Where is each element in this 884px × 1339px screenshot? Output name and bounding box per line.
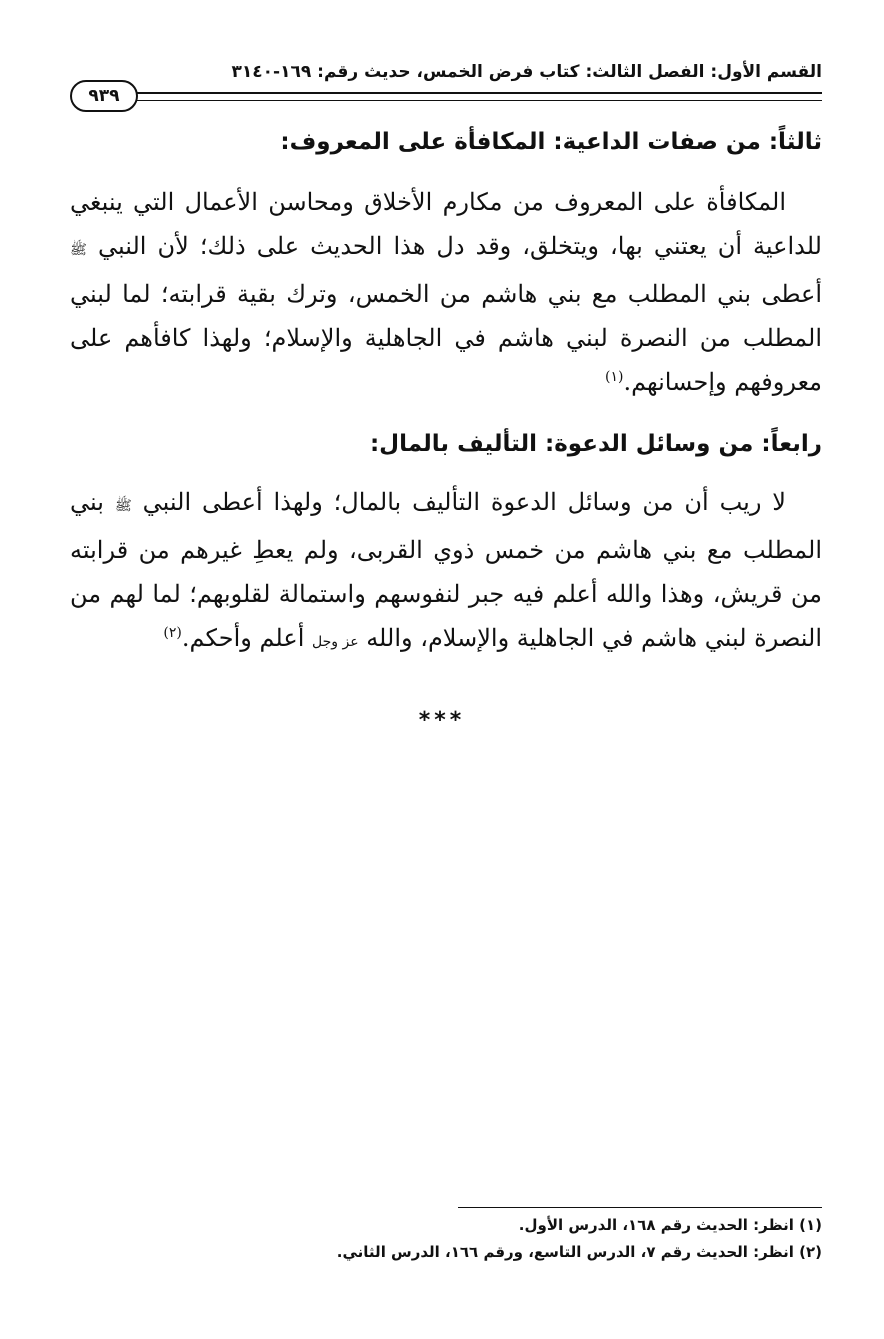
footnote-reference-1[interactable]: (١) — [604, 369, 624, 385]
section-paragraph-4 — [70, 480, 822, 664]
footnote-1 — [62, 1212, 822, 1239]
section-heading-3: ثالثاً: من صفات الداعية: المكافأة على المعروف: — [280, 129, 822, 155]
footnote-marker: (١) — [799, 1216, 822, 1234]
header-double-rule — [128, 92, 822, 101]
page-number-badge: ٩٣٩ — [70, 80, 138, 112]
section-heading-4: رابعاً: من وسائل الدعوة: التأليف بالمال: — [369, 431, 822, 457]
honorific-sallallahu: ﷺ — [70, 242, 87, 258]
section-paragraph-3 — [70, 180, 822, 404]
paragraph-text: لا ريب أن من وسائل الدعوة التأليف بالمال؛ ولهذا أعطى النبي — [142, 488, 786, 516]
footnote-marker: (٢) — [799, 1243, 822, 1261]
footnote-text: انظر: الحديث رقم ١٦٨، الدرس الأول. — [518, 1216, 794, 1234]
footnotes-block — [62, 1212, 822, 1266]
paragraph-text: بني المطلب مع بني هاشم من خمس ذوي القربى، ولم يعطِ غيرهم من قرابته من قريش، وهذا والله أعلم فيه جبر لنفوسهم واستمالة لقلوبهم؛ لما لهم من النصرة لبني هاشم في الجاهلية والإسلام، والله — [70, 488, 822, 652]
paragraph-text: أعطى بني المطلب مع بني هاشم من الخمس، وترك بقية قرابته؛ لما لبني المطلب من النصرة لبني هاشم في الجاهلية والإسلام؛ ولهذا كافأهم على معروفهم وإحسانهم. — [70, 280, 822, 396]
paragraph-text: أعلم وأحكم. — [181, 624, 305, 652]
footnote-2 — [62, 1239, 822, 1266]
paragraph-text: المكافأة على المعروف من مكارم الأخلاق ومحاسن الأعمال التي ينبغي للداعية أن يعتني بها، ويتخلق، وقد دل هذا الحديث على ذلك؛ لأن النبي — [70, 188, 822, 260]
footnote-text: انظر: الحديث رقم ٧، الدرس التاسع، ورقم ١٦٦، الدرس الثاني. — [336, 1243, 794, 1261]
honorific-azza-wa-jal: عز وجل — [312, 634, 359, 650]
honorific-sallallahu: ﷺ — [114, 498, 132, 514]
footnote-reference-2[interactable]: (٢) — [163, 625, 182, 641]
footnote-rule — [458, 1207, 822, 1208]
running-header-title: القسم الأول: الفصل الثالث: كتاب فرض الخمس، حديث رقم: ١٦٩-٣١٤٠ — [231, 62, 822, 82]
section-separator-asterisks: *** — [418, 708, 466, 733]
